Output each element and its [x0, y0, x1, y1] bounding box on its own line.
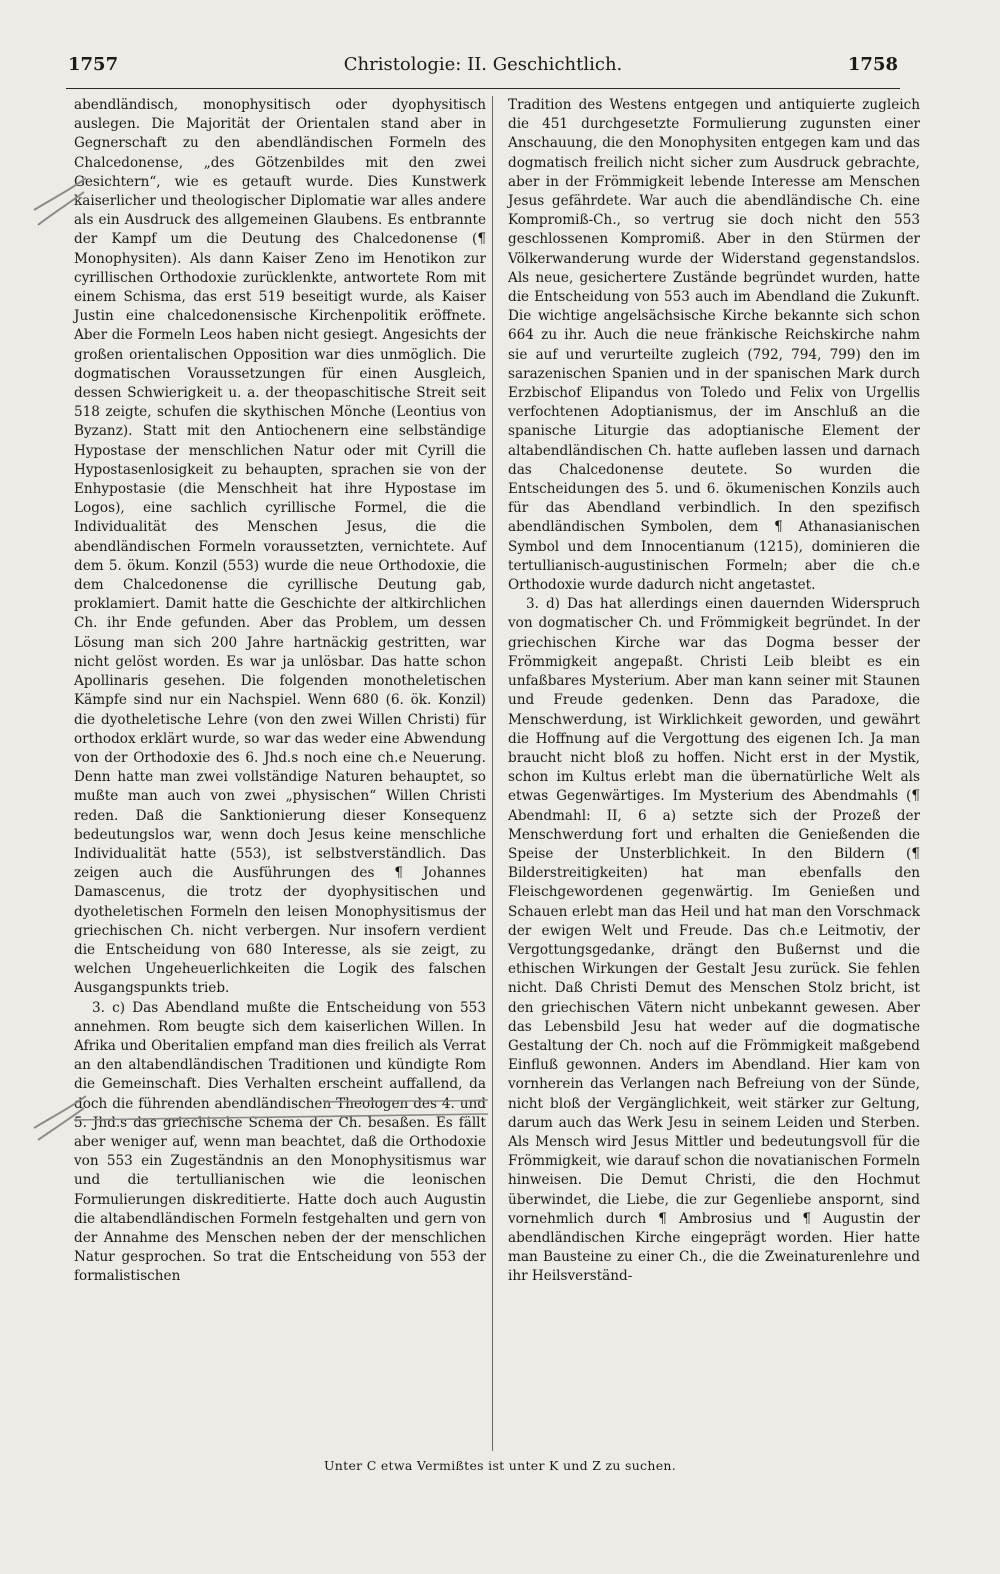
- header-rule: [66, 88, 900, 89]
- page-number-left: 1757: [68, 54, 119, 75]
- right-column: [508, 96, 920, 1287]
- paragraph: Tradition des Westens entgegen und antiquierte zugleich die 451 durchgesetzte Formulierung zugunsten einer Anschauung, die den Monophysiten entgegen kam und das dogmatisch freilich nicht sicher zum Ausdruck gebrachte, aber in der Frömmigkeit lebende Interesse am Menschen Jesus gefährdete. War auch die abendländische Ch. eine Kompromiß-Ch., so vertrug sie doch nicht den 553 geschlossenen Kompromiß. Aber in den Stürmen der Völkerwanderung wurde der Widerstand gegenstandslos. Als neue, gesichertere Zustände begründet wurden, hatte die Entscheidung von 553 auch im Abendland die Zukunft. Die wichtige angelsächsische Kirche bekannte sich schon 664 zu ihr. Auch die neue fränkische Reichskirche nahm sie auf und verurteilte zugleich (792, 794, 799) den im sarazenischen Spanien und in der spanischen Mark durch Erzbischof Elipandus von Toledo und Felix von Urgellis verfochtenen Adoptianismus, der im Anschluß an die spanische Liturgie das adoptianische Element der altabendländischen Ch. hatte aufleben lassen und darnach das Chalcedonense deutete. So wurden die Entscheidungen des 5. und 6. ökumenischen Konzils auch für das Abendland verbindlich. In den spezifisch abendländischen Symbolen, dem ¶ Athanasianischen Symbol und dem Innocentianum (1215), dominieren die tertullianisch-augustinischen Formeln; aber die ch.e Orthodoxie wurde dadurch nicht angetastet.: [508, 97, 920, 594]
- paragraph: 3. d) Das hat allerdings einen dauernden Widerspruch von dogmatischer Ch. und Frömmigkeit begründet. In der griechischen Kirche war das Dogma besser der Frömmigkeit angepaßt. Christi Leib bleibt es ein unfaßbares Mysterium. Aber man kann seiner mit Staunen und Freude gedenken. Denn das Paradoxe, die Menschwerdung, ist Wirklichkeit geworden, und gewährt die Hoffnung auf die Vergottung des eigenen Ich. Ja man braucht nicht bloß zu hoffen. Nicht erst in der Mystik, schon im Kultus erlebt man die übernatürliche Welt als etwas Gegenwärtiges. Im Mysterium des Abendmahls (¶ Abendmahl: II, 6 a) setzte sich der Prozeß der Menschwerdung fort und erhalten die Genießenden die Speise der Unsterblichkeit. In den Bildern (¶ Bilderstreitigkeiten) hat man ebenfalls den Fleischgewordenen gegenwärtig. Im Genießen und Schauen erlebt man das Heil und hat man den Vorschmack der ewigen Welt und Freude. Das ch.e Leitmotiv, der Vergottungsgedanke, drängt den Bußernst und die ethischen Wirkungen der Gestalt Jesu zurück. Sie fehlen nicht. Daß Christi Demut des Menschen Stolz bricht, ist den griechischen Vätern nicht unbekannt gewesen. Aber das Lebensbild Jesu hat weder auf die dogmatische Gestaltung der Ch. noch auf die Frömmigkeit maßgebend Einfluß gewonnen. Anders im Abendland. Hier kam von vornherein das Verlangen nach Befreiung von der Sünde, nicht bloß der Vergänglichkeit, weit stärker zur Geltung, darum auch das Werk Jesu in seinem Leiden und Sterben. Als Mensch wird Jesus Mittler und bedeutungsvoll für die Frömmigkeit, wie darauf schon die novatianischen Formeln hinweisen. Die Demut Christi, die den Hochmut überwindet, die Liebe, die zur Gegenliebe anspornt, sind vornehmlich durch ¶ Ambrosius und ¶ Augustin der abendländischen Kirche eingeprägt worden. Hier hatte man Bausteine zu einer Ch., die die Zweinaturenlehre und ihr Heilsverständ-: [508, 596, 920, 1285]
- page-number-right: 1758: [847, 54, 898, 75]
- paragraph: 3. c) Das Abendland mußte die Entscheidung von 553 annehmen. Rom beugte sich dem kaiserlichen Willen. In Afrika und Oberitalien empfand man dies freilich als Verrat an den altabendländischen Traditionen und kündigte Rom die Gemeinschaft. Dies Verhalten erscheint auffallend, da doch die führenden abendländischen Theologen des 4. und 5. Jhd.s das griechische Schema der Ch. besaßen. Es fällt aber weniger auf, wenn man beachtet, daß die Orthodoxie von 553 ein Zugeständnis an den Monophysitismus war und die tertullianischen wie die leonischen Formulierungen diskreditierte. Hatte doch auch Augustin die altabendländischen Formeln festgehalten und gern von der Annahme des Menschen neben der der menschlichen Natur gesprochen. So trat die Entscheidung von 553 der formalistischen: [74, 999, 486, 1285]
- running-title: Christologie: II. Geschichtlich.: [343, 54, 623, 75]
- page-header: [68, 54, 898, 82]
- paragraph: abendländisch, monophysitisch oder dyophysitisch auslegen. Die Majorität der Orientalen stand aber in Gegnerschaft zu den abendländischen Formeln des Chalcedonense, „des Götzenbildes mit den zwei Gesichtern“, wie es getauft wurde. Dies Kunstwerk kaiserlicher und theologischer Diplomatie war alles andere als ein Ausdruck des allgemeinen Glaubens. Es entbrannte der Kampf um die Deutung des Chalcedonense (¶ Monophysiten). Als dann Kaiser Zeno im Henotikon zur cyrillischen Orthodoxie zurücklenkte, antwortete Rom mit einem Schisma, das erst 519 beseitigt wurde, als Kaiser Justin eine chalcedonensische Kirchenpolitik eröffnete. Aber die Formeln Leos haben nicht gesiegt. Angesichts der großen orientalischen Opposition war dies unmöglich. Die dogmatischen Voraussetzungen für einen Ausgleich, dessen Schwierigkeit u. a. der theopaschitische Streit seit 518 zeigte, schufen die skythischen Mönche (Leontius von Byzanz). Statt mit den Antiochenern eine selbständige Hypostase der menschlichen Natur oder mit Cyrill die Hypostasenlosigkeit zu behaupten, sprachen sie von der Enhypostasie (die Menschheit hat ihre Hypostase im Logos), eine sachlich cyrillische Formel, die die Individualität des Menschen Jesus, die die abendländischen Formeln voraussetzten, vernichtete. Auf dem 5. ökum. Konzil (553) wurde die neue Orthodoxie, die dem Chalcedonense die cyrillische Deutung gab, proklamiert. Damit hatte die Geschichte der altkirchlichen Ch. ihr Ende gefunden. Aber das Problem, um dessen Lösung man sich 200 Jahre hartnäckig gestritten, war nicht gelöst worden. Es war ja unlösbar. Das hatte schon Apollinaris gesehen. Die folgenden monotheletischen Kämpfe sind nur ein Nachspiel. Wenn 680 (6. ök. Konzil) die dyotheletische Lehre (von den zwei Willen Christi) für orthodox erklärt wurde, so war das weder eine Abwendung von der Orthodoxie des 6. Jhd.s noch eine ch.e Neuerung. Denn hatte man zwei vollständige Naturen behauptet, so mußte man auch von zwei „physischen“ Willen Christi reden. Daß die Sanktionierung dieser Konsequenz bedeutungslos war, wenn doch Jesus keine menschliche Individualität hatte (553), ist selbstverständlich. Das zeigen auch die Ausführungen des ¶ Johannes Damascenus, die trotz der dyophysitischen und dyotheletischen Formeln den leisen Monophysitismus der griechischen Ch. nicht verbergen. Nur insofern verdient die Entscheidung von 680 Interesse, als sie zeigt, zu welchen Ungeheuerlichkeiten die Logik des falschen Ausgangspunkts trieb.: [74, 97, 486, 997]
- column-divider: [492, 96, 493, 1451]
- left-column: [74, 96, 486, 1287]
- page-footer-note: Unter C etwa Vermißtes ist unter K und Z zu suchen.: [323, 1458, 677, 1473]
